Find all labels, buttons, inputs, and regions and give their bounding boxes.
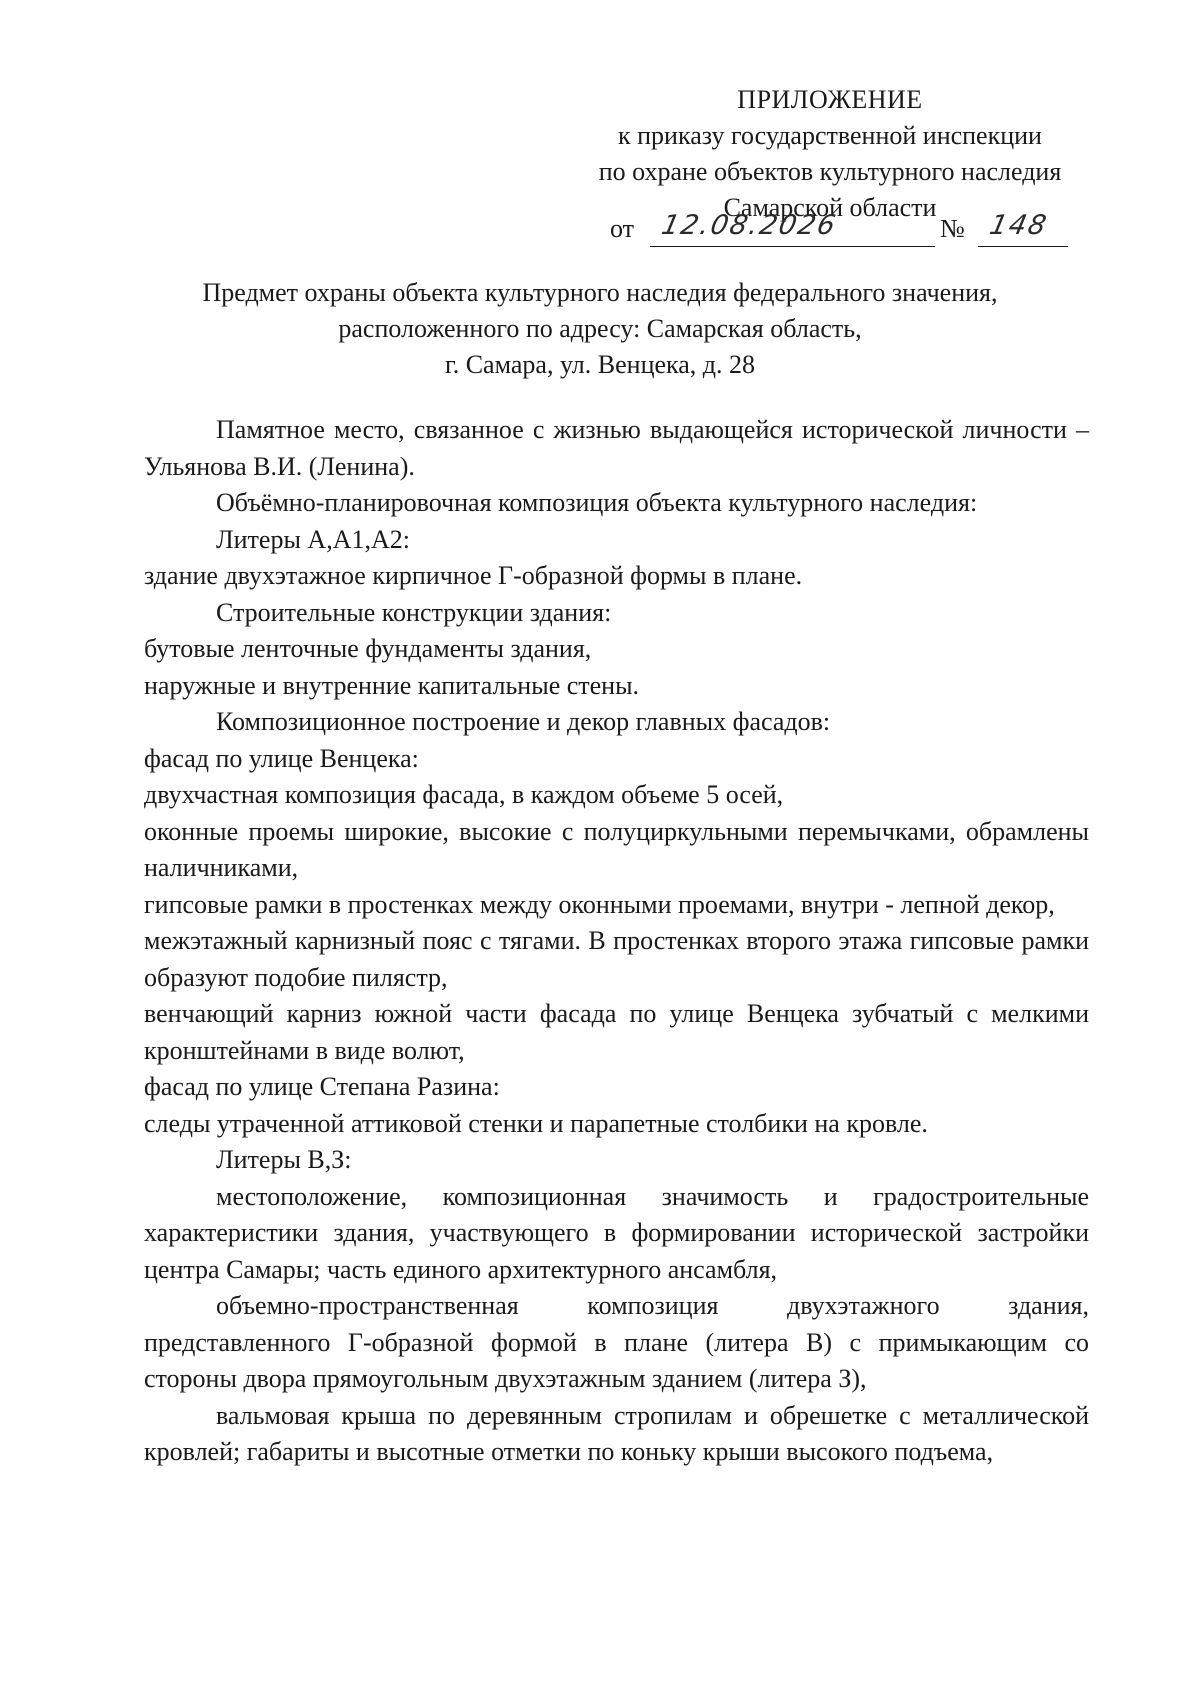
paragraph: фасад по улице Венцека: — [144, 743, 419, 773]
subject-line-3: г. Самара, ул. Венцека, д. 28 — [444, 350, 756, 379]
paragraph: Объёмно-планировочная композиция объекта культурного наследия: — [216, 488, 978, 517]
header-line-1: к приказу государственной инспекции — [618, 121, 1042, 150]
paragraph: Литеры В,З: — [216, 1145, 352, 1174]
document-subject — [120, 275, 1080, 383]
paragraph: вальмовая крыша по деревянным стропилам и обрешетке с металлической кровлей; габариты и высотные отметки по коньку крыши высокого подъема, — [144, 1400, 1089, 1466]
document-body — [144, 412, 1089, 1471]
paragraph: венчающий карниз южной части фасада по улице Венцека зубчатый с мелкими кронштейнами в виде волют, — [144, 999, 1089, 1065]
paragraph: объемно-пространственная композиция двухэтажного здания, представленного Г-образной формой в плане (литера В) с примыкающим со стороны двора прямоугольным двухэтажным зданием (литера З), — [144, 1291, 1089, 1393]
paragraph: следы утраченной аттиковой стенки и парапетные столбики на кровле. — [144, 1108, 928, 1138]
paragraph: гипсовые рамки в простенках между оконными проемами, внутри - лепной декор, — [144, 889, 1055, 919]
paragraph: межэтажный карнизный пояс с тягами. В простенках второго этажа гипсовые рамки образуют подобие пилястр, — [144, 926, 1089, 992]
paragraph: оконные проемы широкие, высокие с полуциркульными перемычками, обрамлены наличниками, — [144, 816, 1089, 882]
paragraph: местоположение, композиционная значимость и градостроительные характеристики здания, участвующего в формировании исторической застройки центра Самары; часть единого архитектурного ансамбля, — [144, 1181, 1089, 1284]
number-underline — [978, 246, 1068, 247]
header-line-3: Самарской области — [723, 193, 937, 222]
paragraph: Памятное место, связанное с жизнью выдающейся исторической личности – Ульянова В.И. (Ленина). — [144, 415, 1089, 481]
paragraph: бутовые ленточные фундаменты здания, — [144, 634, 592, 663]
paragraph: фасад по улице Степана Разина: — [144, 1072, 500, 1101]
date-prefix: от — [610, 214, 635, 243]
number-prefix: № — [940, 214, 965, 243]
paragraph: Литеры А,А1,А2: — [216, 524, 410, 554]
paragraph: здание двухэтажное кирпичное Г-образной формы в плане. — [144, 561, 803, 590]
handwritten-date: 12.08.2026 — [658, 210, 840, 241]
paragraph: наружные и внутренние капитальные стены. — [144, 670, 640, 700]
subject-line-1: Предмет охраны объекта культурного наследия федерального значения, — [202, 278, 998, 307]
subject-line-2: расположенного по адресу: Самарская область, — [338, 314, 862, 343]
handwritten-number: 148 — [986, 210, 1051, 241]
paragraph: двухчастная композиция фасада, в каждом объеме 5 осей, — [144, 780, 784, 809]
appendix-title: ПРИЛОЖЕНИЕ — [737, 85, 923, 114]
paragraph: Строительные конструкции здания: — [216, 597, 612, 627]
appendix-header — [560, 82, 1100, 226]
date-underline — [650, 246, 935, 247]
paragraph: Композиционное построение и декор главных фасадов: — [216, 707, 831, 736]
header-line-2: по охране объектов культурного наследия — [598, 157, 1062, 186]
order-date-number-line — [610, 210, 1070, 250]
